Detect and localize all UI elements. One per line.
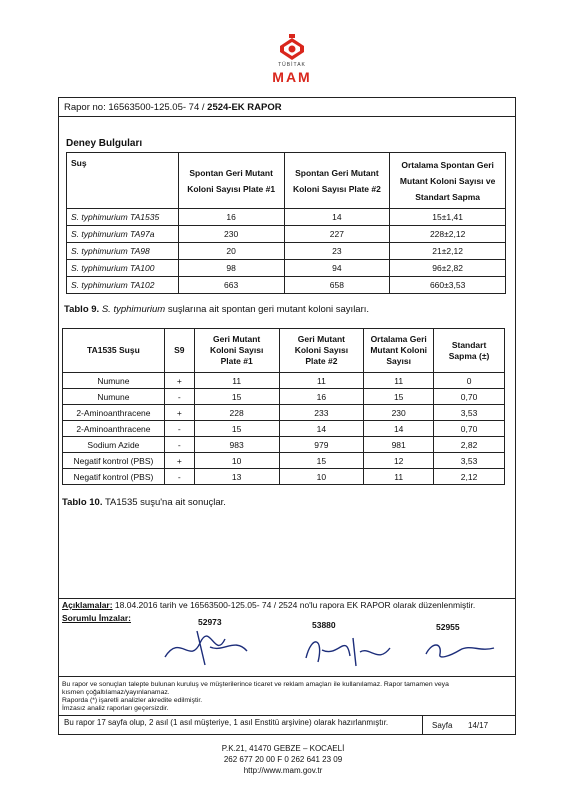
table-row [67, 277, 506, 294]
table-row [63, 437, 505, 453]
divider [58, 676, 516, 677]
table-caption [62, 497, 226, 508]
table-cell: 23 [284, 243, 390, 260]
table-cell: 3,53 [434, 405, 505, 421]
table-cell: 11 [364, 469, 434, 485]
table-row [67, 209, 506, 226]
column-header: Ortalama Spontan Geri Mutant Koloni Sayısı ve Standart Sapma [390, 153, 506, 209]
signatures-label: Sorumlu İmzalar: [62, 613, 131, 623]
table-cell: 660±3,53 [390, 277, 506, 294]
table-row [63, 389, 505, 405]
report-number-value: 16563500-125.05- 74 / [108, 102, 208, 113]
table-cell: 228±2,12 [390, 226, 506, 243]
table-cell: 12 [364, 453, 434, 469]
table-cell: 2-Aminoanthracene [63, 421, 165, 437]
table-row [67, 226, 506, 243]
column-header: Spontan Geri Mutant Koloni Sayısı Plate #2 [284, 153, 390, 209]
column-header: Geri Mutant Koloni Sayısı Plate #1 [194, 329, 279, 373]
explanations-label: Açıklamalar: [62, 600, 113, 610]
table-cell: - [164, 469, 194, 485]
table-cell: 15 [194, 421, 279, 437]
table-cell: 0 [434, 373, 505, 389]
table-cell: Negatif kontrol (PBS) [63, 469, 165, 485]
table-cell: 663 [178, 277, 284, 294]
table-cell: - [164, 421, 194, 437]
table-cell: 13 [194, 469, 279, 485]
table-cell: 15 [279, 453, 364, 469]
website-link[interactable]: http://www.mam.gov.tr [243, 766, 323, 775]
column-header: Ortalama Geri Mutant Koloni Sayısı [364, 329, 434, 373]
logo-subtitle: TÜBİTAK [278, 62, 306, 68]
signature-image [420, 632, 500, 664]
table-row [63, 405, 505, 421]
table-cell: 98 [178, 260, 284, 277]
legal-note: Bu rapor ve sonuçları talepte bulunan kuruluş ve müşterilerince ticaret ve reklam amaçları ile kullanılamaz. Rapor tamamen veya [62, 681, 449, 688]
signature-id: 53880 [312, 620, 336, 630]
signature-id: 52973 [198, 617, 222, 627]
ta1535-results-table [62, 328, 505, 485]
legal-note: Raporda (*) işaretli analizler akredite edilmiştir. [62, 697, 203, 704]
table-caption [64, 304, 369, 315]
table-row [63, 453, 505, 469]
table-cell: S. typhimurium TA97a [67, 226, 179, 243]
divider [58, 598, 516, 599]
table-cell: 20 [178, 243, 284, 260]
caption-italic: S. typhimurium [101, 304, 166, 315]
table-cell: 10 [194, 453, 279, 469]
table-cell: 0,70 [434, 421, 505, 437]
table-cell: 3,53 [434, 453, 505, 469]
table-cell: 2,12 [434, 469, 505, 485]
table-cell: 14 [284, 209, 390, 226]
table-cell: 94 [284, 260, 390, 277]
table-row [63, 373, 505, 389]
caption-text: suşlarına ait spontan geri mutant koloni sayıları. [165, 304, 370, 315]
divider [58, 116, 516, 117]
table-cell: S. typhimurium TA102 [67, 277, 179, 294]
table-cell: + [164, 405, 194, 421]
address-line: P.K.21, 41470 GEBZE – KOCAELİ [221, 744, 345, 753]
table-cell: 16 [279, 389, 364, 405]
table-cell: 228 [194, 405, 279, 421]
table-row [67, 243, 506, 260]
legal-note: kısmen çoğaltılamaz/yayınlanamaz. [62, 689, 170, 696]
table-cell: S. typhimurium TA98 [67, 243, 179, 260]
table-cell: 14 [364, 421, 434, 437]
report-number [64, 102, 282, 113]
legal-note: İmzasız analiz raporları geçersizdir. [62, 705, 169, 712]
column-header: S9 [164, 329, 194, 373]
table-cell: + [164, 453, 194, 469]
table-cell: 658 [284, 277, 390, 294]
table-cell: 230 [178, 226, 284, 243]
table-cell: 233 [279, 405, 364, 421]
column-header: Geri Mutant Koloni Sayısı Plate #2 [279, 329, 364, 373]
table-cell: S. typhimurium TA1535 [67, 209, 179, 226]
table-cell: 16 [178, 209, 284, 226]
table-row [67, 260, 506, 277]
table-cell: 227 [284, 226, 390, 243]
caption-text: TA1535 suşu'na ait sonuçlar. [102, 497, 226, 508]
signature-id: 52955 [436, 622, 460, 632]
section-title: Deney Bulguları [66, 138, 143, 149]
table-row [63, 421, 505, 437]
divider [422, 715, 423, 735]
table-cell: 96±2,82 [390, 260, 506, 277]
table-cell: 15±1,41 [390, 209, 506, 226]
column-header: Spontan Geri Mutant Koloni Sayısı Plate #1 [178, 153, 284, 209]
signature-image [298, 628, 398, 670]
explanations-text: 18.04.2016 tarih ve 16563500-125.05- 74 / 2524 no'lu rapora EK RAPOR olarak düzenlenmiştir. [112, 600, 476, 610]
report-number-suffix: 2524-EK RAPOR [207, 102, 282, 113]
phone-line: 262 677 20 00 F 0 262 641 23 09 [223, 755, 343, 764]
divider [58, 715, 516, 716]
table-cell: S. typhimurium TA100 [67, 260, 179, 277]
table-cell: Sodium Azide [63, 437, 165, 453]
spontaneous-mutant-table [66, 152, 506, 294]
explanations [62, 600, 475, 610]
page-number: 14/17 [468, 721, 489, 730]
table-cell: Negatif kontrol (PBS) [63, 453, 165, 469]
column-header: TA1535 Suşu [63, 329, 165, 373]
table-cell: 230 [364, 405, 434, 421]
page-info: Bu rapor 17 sayfa olup, 2 asıl (1 asıl müşteriye, 1 asıl Enstitü arşivine) olarak hazırlanmıştır. [64, 718, 389, 727]
table-cell: 15 [194, 389, 279, 405]
table-cell: 2,82 [434, 437, 505, 453]
table-cell: 21±2,12 [390, 243, 506, 260]
column-header: Suş [67, 153, 179, 209]
table-cell: - [164, 437, 194, 453]
table-cell: - [164, 389, 194, 405]
table-cell: 10 [279, 469, 364, 485]
table-cell: 11 [364, 373, 434, 389]
table-cell: 2-Aminoanthracene [63, 405, 165, 421]
table-cell: + [164, 373, 194, 389]
table-cell: 14 [279, 421, 364, 437]
table-cell: 981 [364, 437, 434, 453]
table-cell: 0,70 [434, 389, 505, 405]
column-header: Standart Sapma (±) [434, 329, 505, 373]
caption-label: Tablo 10. [62, 497, 103, 508]
signature-image [155, 625, 255, 670]
table-cell: 15 [364, 389, 434, 405]
caption-label: Tablo 9. [64, 304, 100, 315]
table-row [63, 469, 505, 485]
logo-mam-text: MAM [272, 69, 312, 85]
table-cell: Numune [63, 373, 165, 389]
table-cell: Numune [63, 389, 165, 405]
report-number-label: Rapor no: [64, 102, 106, 113]
table-cell: 11 [194, 373, 279, 389]
table-cell: 11 [279, 373, 364, 389]
table-cell: 979 [279, 437, 364, 453]
page-label: Sayfa [432, 721, 453, 730]
table-cell: 983 [194, 437, 279, 453]
